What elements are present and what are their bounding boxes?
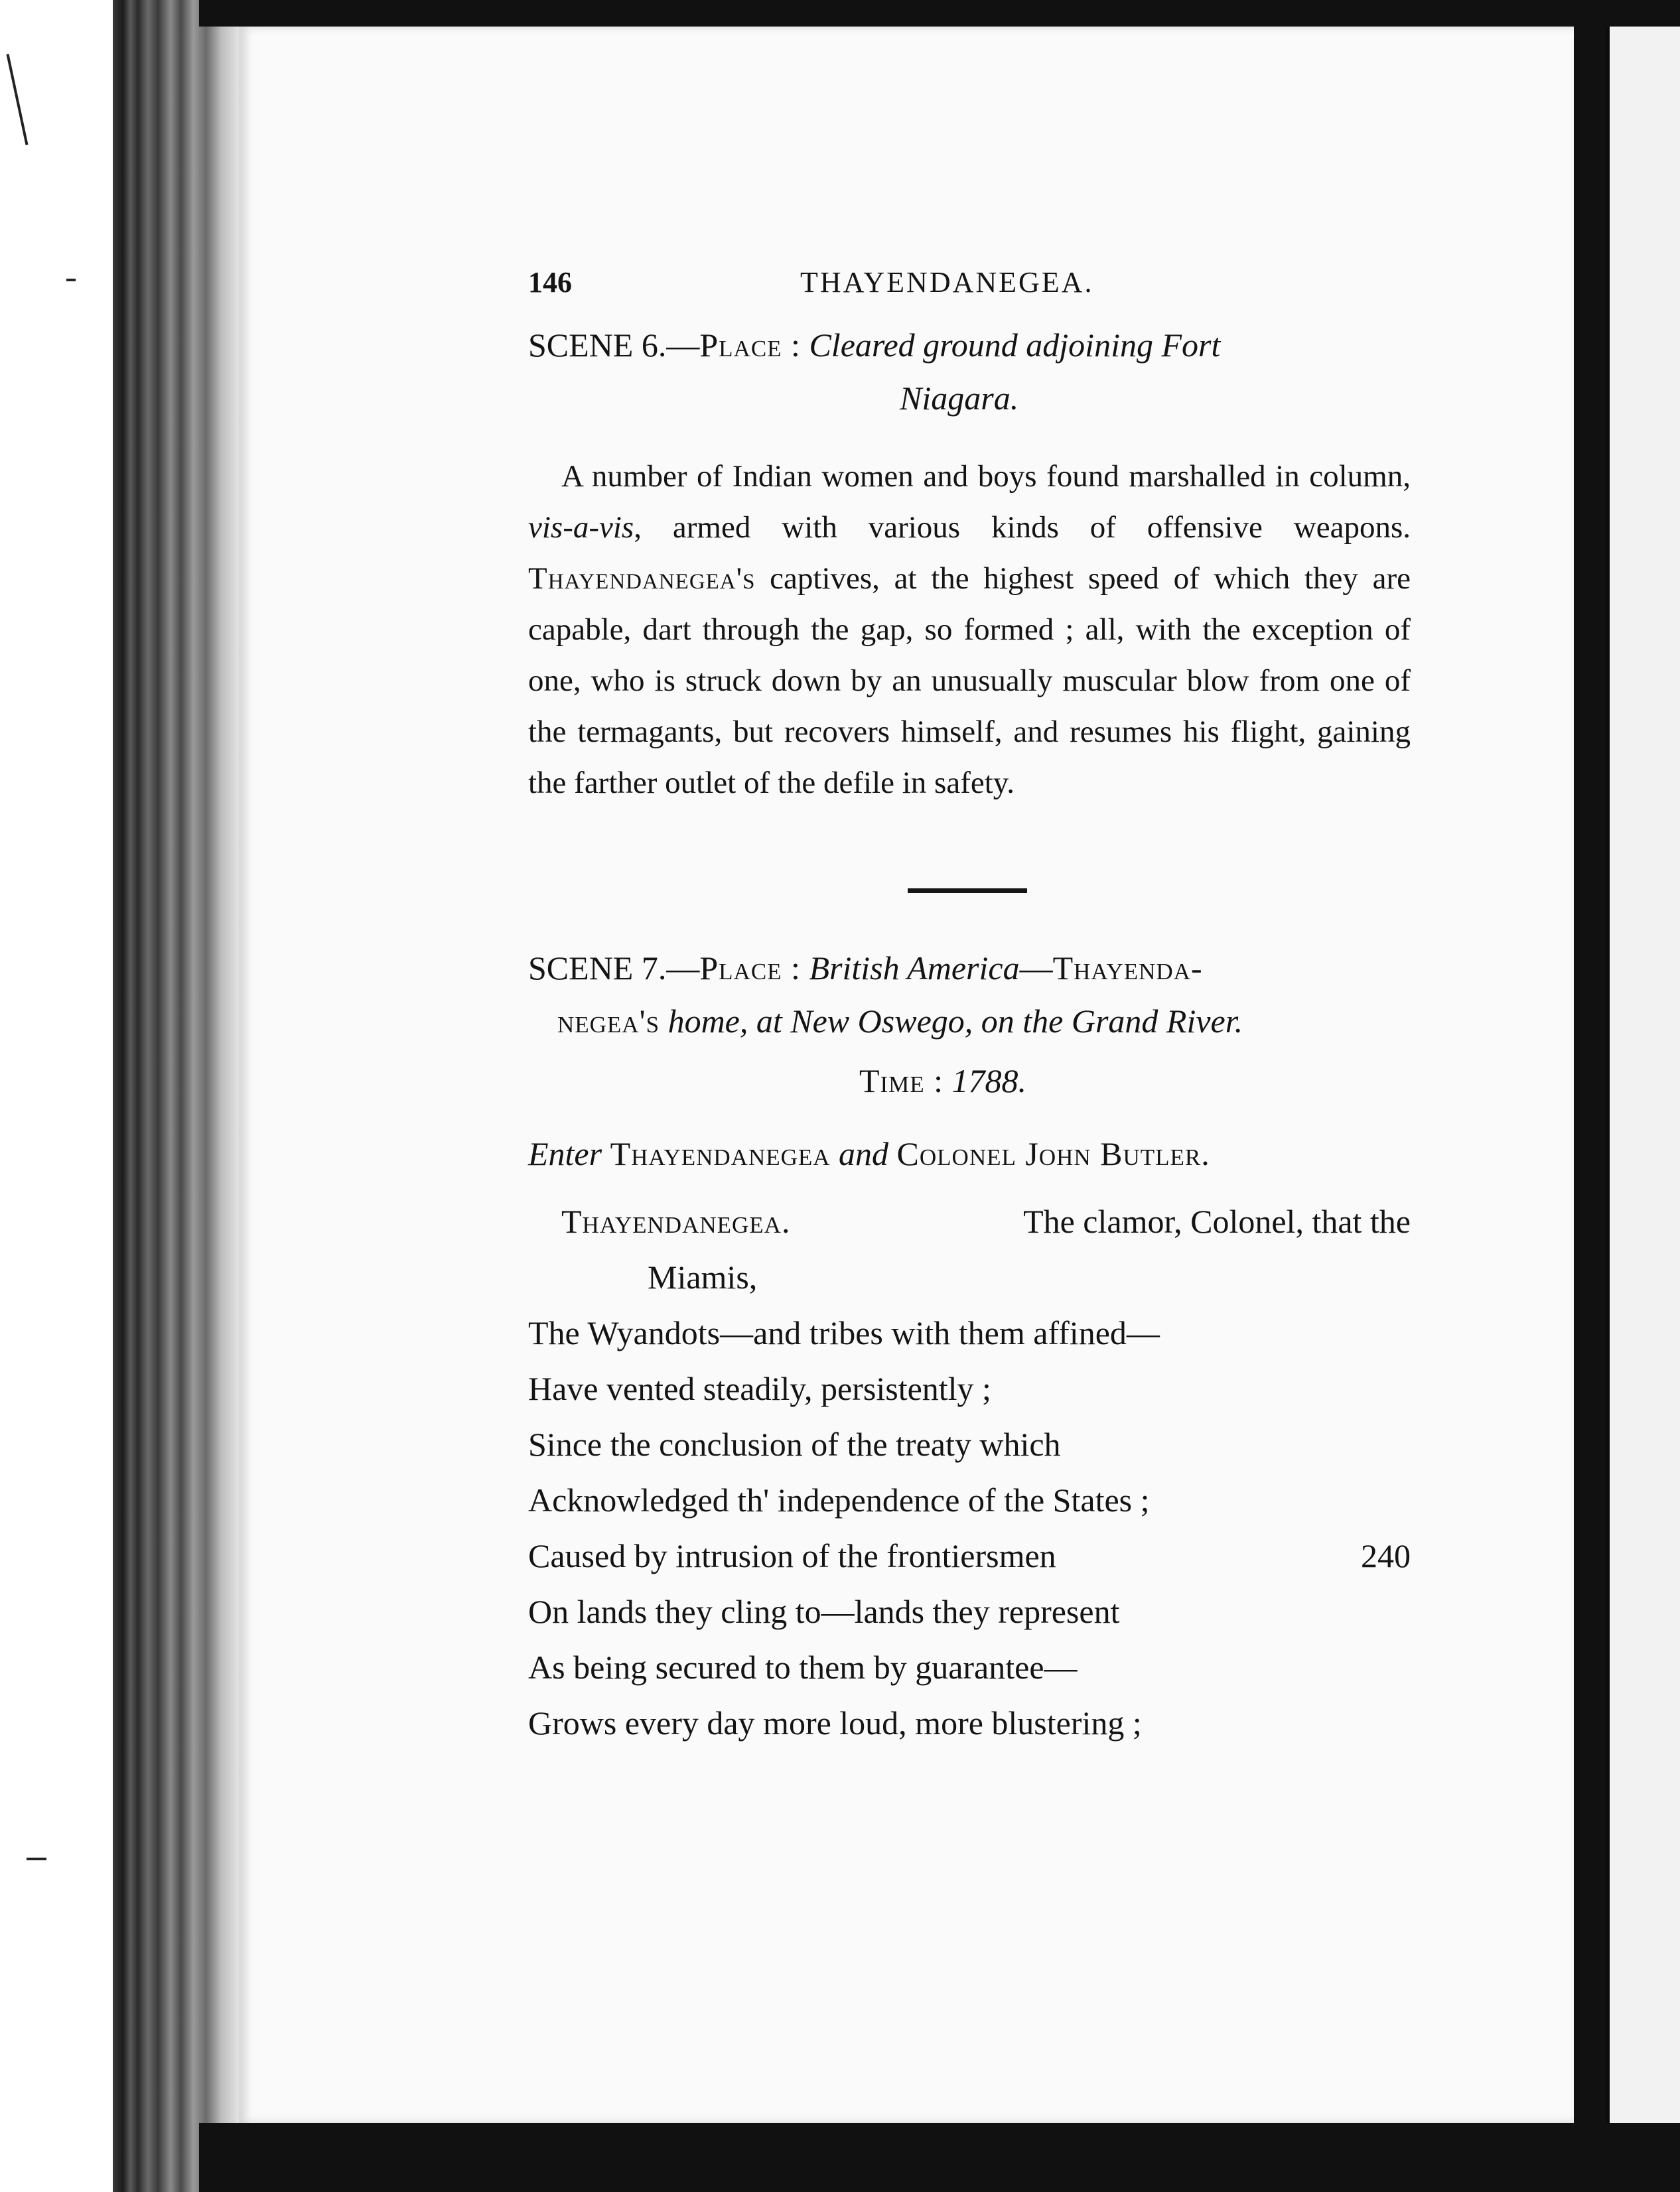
verse-line (528, 1528, 1411, 1584)
verse-text: As being secured to them by guarantee— (528, 1649, 1078, 1686)
scan-bottom-band (199, 2123, 1680, 2192)
divider-rule (908, 888, 1027, 893)
scan-mark (27, 1858, 46, 1860)
scene-7-heading (528, 941, 1411, 1048)
enter-and: and (839, 1135, 889, 1172)
verse-line (528, 1472, 1411, 1528)
character-name: Colonel John Butler. (896, 1135, 1210, 1172)
verse-text: Caused by intrusion of the frontiersmen (528, 1537, 1056, 1574)
verse-text: Acknowledged th' independence of the States ; (528, 1481, 1150, 1519)
verse-line: The clamor, Colonel, that the (1023, 1203, 1411, 1240)
enter-word: Enter (528, 1135, 602, 1172)
scene-6-label: SCENE 6.— (528, 326, 700, 364)
line-number: 240 (1361, 1537, 1411, 1574)
speaker-line (528, 1194, 1411, 1249)
verse-text: Grows every day more loud, more blustering ; (528, 1704, 1142, 1742)
verse-line (528, 1361, 1411, 1416)
scene-7-place: British America (809, 949, 1020, 987)
scan-top-band (199, 0, 1680, 27)
place-label: Place : (699, 326, 801, 364)
scene-7-place-continued (528, 994, 1411, 1048)
scene-7-label: SCENE 7.— (528, 949, 700, 987)
speaker-name: Thayendanegea. (561, 1203, 791, 1240)
paragraph-text: , armed with various kinds of offensive weapons. (634, 510, 1411, 545)
paragraph-name: Thayendanegea's (528, 561, 756, 596)
speech-block (528, 1194, 1411, 1305)
character-name: Thayendanegea (610, 1135, 831, 1172)
running-title: THAYENDANEGEA. (800, 266, 1094, 299)
page-number: 146 (528, 266, 572, 299)
entrance-direction (528, 1127, 1411, 1180)
scene-7-time (528, 1054, 1411, 1107)
verse-text: Have vented steadily, persistently ; (528, 1370, 991, 1407)
scene-7-home: home, at New Oswego, on the Grand River. (667, 1002, 1243, 1040)
scene-7-dash: — (1019, 949, 1053, 987)
place-label: Place : (699, 949, 801, 987)
scene-6-heading (528, 318, 1411, 425)
verse-line (528, 1639, 1411, 1695)
scene-7-name: Thayenda- (1052, 949, 1203, 987)
stage-direction-paragraph (528, 451, 1411, 809)
facing-page-strip (1606, 27, 1680, 2123)
scene-6-place: Cleared ground adjoining Fort (809, 326, 1221, 364)
scene-7-name-continued: negea's (557, 1002, 660, 1040)
section-divider (528, 809, 1411, 941)
verse-line (528, 1695, 1411, 1751)
verse-text: Since the conclusion of the treaty which (528, 1426, 1061, 1463)
paragraph-italic: vis-a-vis (528, 510, 634, 545)
time-label: Time : (859, 1062, 944, 1099)
page-content (528, 245, 1411, 1751)
verse-text: The Wyandots—and tribes with them affined— (528, 1314, 1160, 1351)
time-value: 1788. (951, 1062, 1027, 1099)
verse-text: On lands they cling to—lands they represent (528, 1593, 1120, 1630)
verse-text: Miamis, (648, 1259, 758, 1296)
scan-mark (66, 279, 76, 281)
book-page-edges (113, 0, 239, 2192)
running-head (528, 245, 1411, 318)
paragraph-text: A number of Indian women and boys found marshalled in column, (561, 459, 1411, 494)
scene-6-place-continued: Niagara. (900, 379, 1019, 417)
verse-block (528, 1305, 1411, 1751)
verse-line (528, 1416, 1411, 1472)
paragraph-text: captives, at the highest speed of which they are capable, dart through the gap, so formed ; all, with the exception of one, who is struck down by an unusually muscular blow from one of the termagants, but recovers himself, and resumes his flight, gaining the farther outlet of the defile in safety. (528, 561, 1411, 800)
verse-line (528, 1584, 1411, 1639)
verse-line (528, 1305, 1411, 1361)
verse-line (528, 1249, 1411, 1305)
